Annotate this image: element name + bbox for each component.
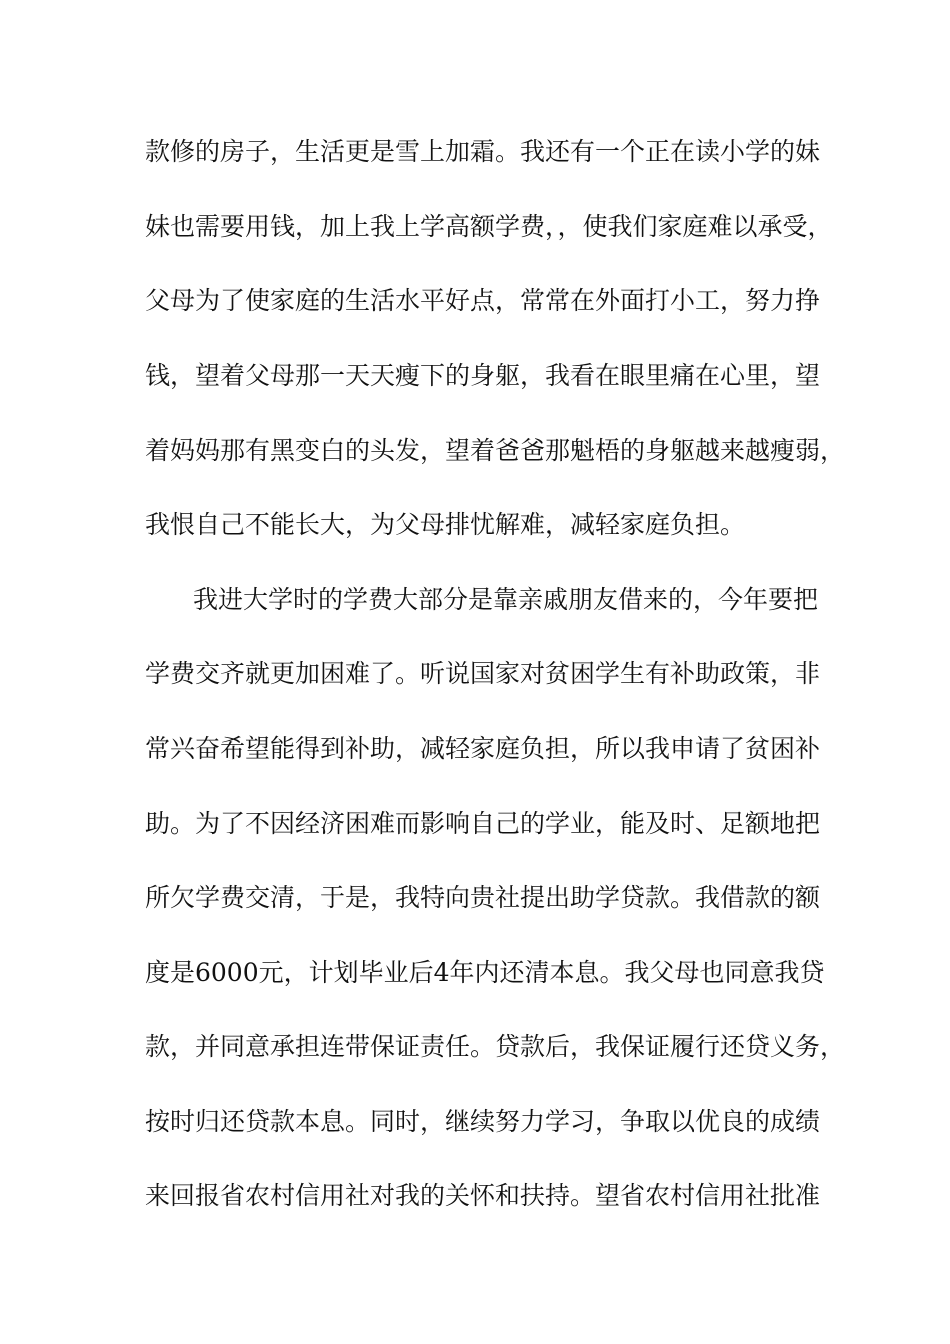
text-line: 父母为了使家庭的生活水平好点，常常在外面打小工，努力挣	[145, 286, 821, 315]
text-line: 所欠学费交清，于是，我特向贵社提出助学贷款。我借款的额	[145, 883, 821, 912]
text-line: 款修的房子，生活更是雪上加霜。我还有一个正在读小学的妹	[145, 137, 821, 166]
text-line: 着妈妈那有黑变白的头发，望着爸爸那魁梧的身躯越来越瘦弱，	[145, 436, 846, 465]
text-line: 度是6000元，计划毕业后4年内还清本息。我父母也同意我贷	[145, 958, 825, 987]
text-line: 来回报省农村信用社对我的关怀和扶持。望省农村信用社批准	[145, 1181, 821, 1210]
text-line: 助。为了不因经济困难而影响自己的学业，能及时、足额地把	[145, 809, 821, 838]
text-line: 常兴奋希望能得到补助，减轻家庭负担，所以我申请了贫困补	[145, 734, 821, 763]
paragraph-first-line: 我进大学时的学费大部分是靠亲戚朋友借来的，今年要把	[193, 585, 819, 614]
text-line: 我恨自己不能长大，为父母排忧解难，减轻家庭负担。	[145, 510, 746, 539]
text-line: 按时归还贷款本息。同时，继续努力学习，争取以优良的成绩	[145, 1107, 821, 1136]
text-line: 钱，望着父母那一天天瘦下的身躯，我看在眼里痛在心里，望	[145, 361, 821, 390]
text-line: 妹也需要用钱，加上我上学高额学费，，使我们家庭难以承受，	[145, 212, 833, 241]
text-line: 款，并同意承担连带保证责任。贷款后，我保证履行还贷义务，	[145, 1032, 846, 1061]
text-line: 学费交齐就更加困难了。听说国家对贫困学生有补助政策，非	[145, 659, 821, 688]
